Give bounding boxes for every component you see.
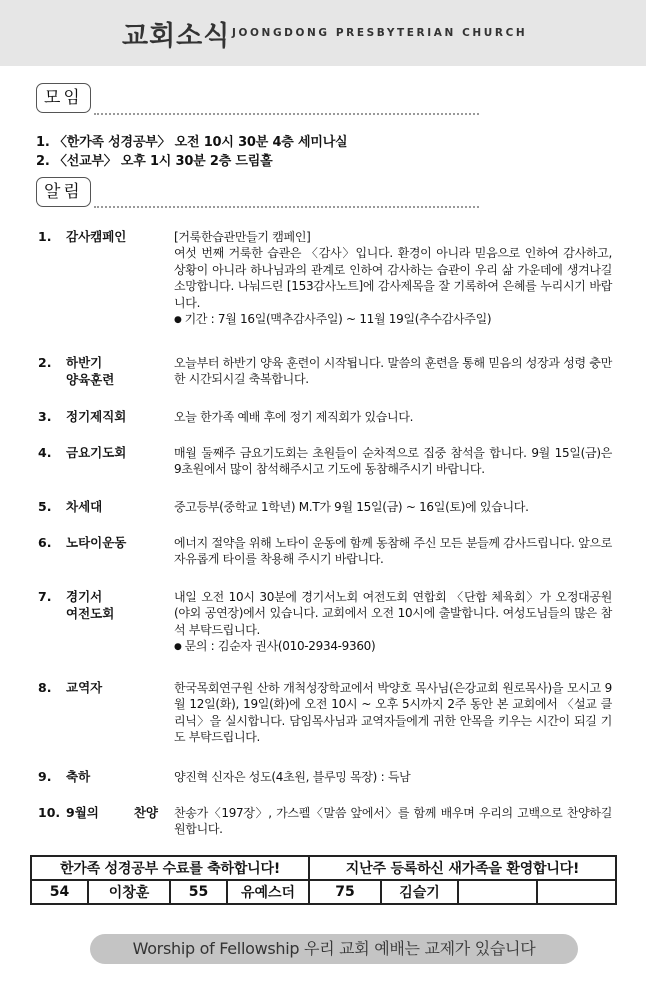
members-table xyxy=(30,855,617,905)
notice-number: 7. xyxy=(38,589,52,604)
empty-cell xyxy=(458,880,537,904)
newcomer-name: 김슬기 xyxy=(381,880,458,904)
notice-number: 5. xyxy=(38,499,52,514)
notice-number: 10. xyxy=(38,805,61,820)
graduate-number: 55 xyxy=(170,880,227,904)
empty-cell xyxy=(537,880,616,904)
notice-label: 감사캠페인 xyxy=(66,229,127,244)
notice-label: 교역자 xyxy=(66,680,103,695)
notice-label: 하반기 xyxy=(66,355,103,370)
notice-text: 중고등부(중학교 1학년) M.T가 9월 15일(금) ~ 16일(토)에 있습니다. xyxy=(174,500,529,514)
notice-label: 9월의 찬양 xyxy=(66,805,158,820)
notice-text: 에너지 절약을 위해 노타이 운동에 함께 동참해 주신 모든 분들께 감사드립니다. 앞으로 자유롭게 타이를 착용해 주시기 바랍니다. xyxy=(174,536,612,567)
newcomers-heading: 지난주 등록하신 새가족을 환영합니다! xyxy=(309,856,616,880)
notice-text: 양진혁 신자은 성도(4초원, 블루밍 목장) : 득남 xyxy=(174,770,411,784)
meeting-item-2: 2. 〈선교부〉 오후 1시 30분 2층 드림홀 xyxy=(36,154,273,169)
graduates-heading: 한가족 성경공부 수료를 축하합니다! xyxy=(31,856,309,880)
notice-label: 경기서 xyxy=(66,589,103,604)
meeting-item-1: 1. 〈한가족 성경공부〉 오전 10시 30분 4층 세미나실 xyxy=(36,135,348,150)
table-row xyxy=(31,880,616,904)
footer-banner: Worship of Fellowship 우리 교회 예배는 교제가 있습니다 xyxy=(90,934,578,964)
meetings-divider xyxy=(94,113,479,115)
header-title: 교회소식 xyxy=(122,21,231,52)
notices-divider xyxy=(94,206,479,208)
notice-label-line2: 여전도회 xyxy=(66,606,115,621)
header-subtitle: JOONGDONG PRESBYTERIAN CHURCH xyxy=(232,27,528,39)
notice-label: 축하 xyxy=(66,769,91,784)
notice-text: 내일 오전 10시 30분에 경기서노회 여전도회 연합회 〈단합 체육회〉가 오정대공원(야외 공연장)에서 있습니다. 교회에서 오전 10시에 출발합니다. 여성도님들의 많은 참석 부탁드립니다. xyxy=(174,590,612,637)
notice-label: 금요기도회 xyxy=(66,445,127,460)
header-bar xyxy=(0,0,646,66)
notice-number: 4. xyxy=(38,445,52,460)
notice-text: 찬송가〈197장〉, 가스펠〈말씀 앞에서〉를 함께 배우며 우리의 고백으로 찬양하길 원합니다. xyxy=(174,806,612,837)
notice-number: 8. xyxy=(38,680,52,695)
notice-text: 한국목회연구원 산하 개척성장학교에서 박양호 목사님(은강교회 원로목사)을 모시고 9월 12일(화), 19일(화)에 오전 10시 ~ 오후 5시까지 2주 동안 본 교회에서 〈설교 클리닉〉을 실시합니다. 담임목사님과 교역자들에게 귀한 안목을 키우는 시간이 되길 기도 부탁드립니다. xyxy=(174,681,612,745)
notice-bullet: ● 문의 : 김순자 권사(010-2934-9360) xyxy=(174,638,612,655)
graduate-name: 이창훈 xyxy=(88,880,170,904)
notice-number: 1. xyxy=(38,229,52,244)
newcomer-number: 75 xyxy=(309,880,381,904)
notice-text: 매월 둘째주 금요기도회는 초원들이 순차적으로 집중 참석을 합니다. 9월 15일(금)은 9초원에서 많이 참석해주시고 기도에 동참해주시기 바랍니다. xyxy=(174,446,612,477)
graduate-name: 유예스더 xyxy=(227,880,309,904)
notice-bullet: ● 기간 : 7월 16일(맥추감사주일) ~ 11월 19일(추수감사주일) xyxy=(174,311,612,328)
notice-number: 9. xyxy=(38,769,52,784)
notice-label: 차세대 xyxy=(66,499,103,514)
notice-number: 2. xyxy=(38,355,52,370)
notice-number: 6. xyxy=(38,535,52,550)
notice-label: 정기제직회 xyxy=(66,409,127,424)
notice-label: 노타이운동 xyxy=(66,535,127,550)
table-header-row xyxy=(31,856,616,880)
notice-number: 3. xyxy=(38,409,52,424)
meetings-heading: 모임 xyxy=(36,83,91,113)
notices-heading: 알림 xyxy=(36,177,91,207)
notice-text: [거룩한습관만들기 캠페인] xyxy=(174,230,311,244)
notice-text: 오늘 한가족 예배 후에 정기 제직회가 있습니다. xyxy=(174,410,414,424)
notice-text: 오늘부터 하반기 양육 훈련이 시작됩니다. 말씀의 훈련을 통해 믿음의 성장과 성령 충만한 시간되시길 축복합니다. xyxy=(174,356,612,387)
notice-label-line2: 양육훈련 xyxy=(66,372,115,387)
graduate-number: 54 xyxy=(31,880,88,904)
notice-text: 여섯 번째 거룩한 습관은 〈감사〉입니다. 환경이 아니라 믿음으로 인하여 감사하고, 상황이 아니라 하나님과의 관계로 인하여 감사하는 습관이 우리 삶 가운데에 생겨나길 소망합니다. 나눠드린 [153감사노트]에 감사제목을 잘 기록하여 은혜를 누리시기 바랍니다. xyxy=(174,246,612,310)
